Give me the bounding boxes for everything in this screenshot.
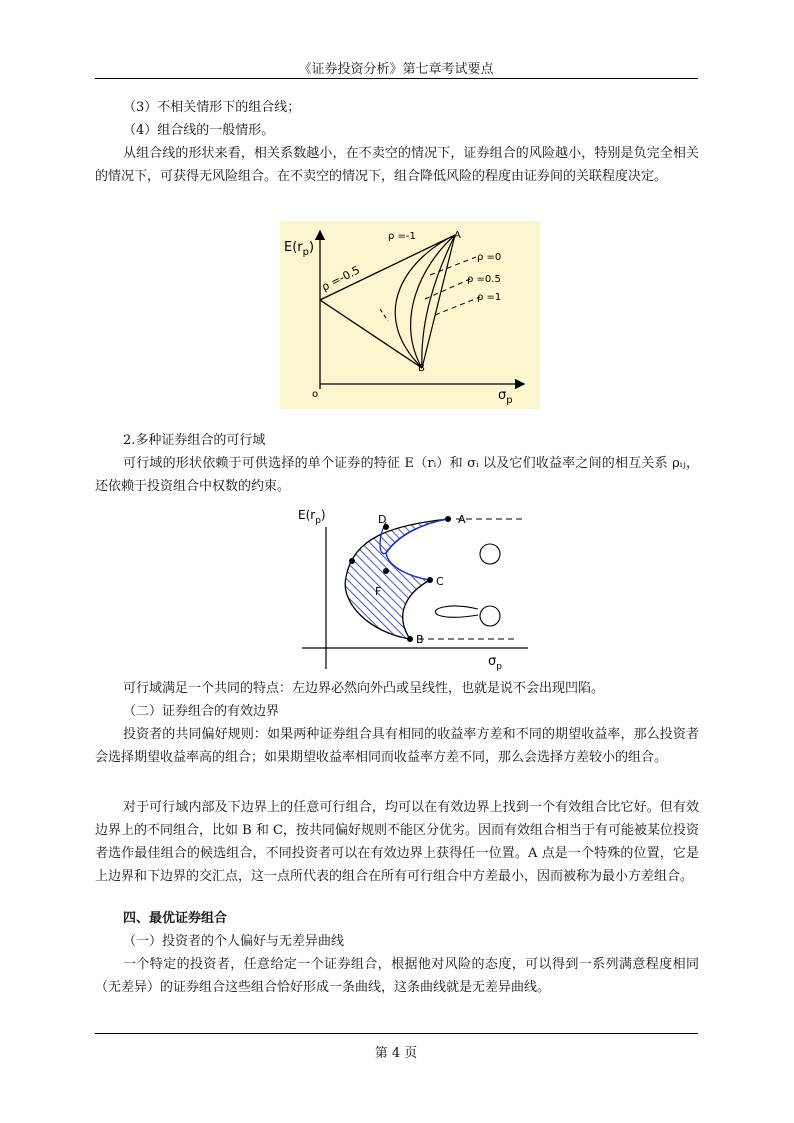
x-axis-label: $\sigma_p$ bbox=[498, 388, 513, 406]
point-b-label: B bbox=[416, 633, 424, 646]
footer-rule bbox=[95, 1033, 698, 1034]
feasible-region-figure bbox=[298, 497, 533, 672]
portfolio-line-figure bbox=[280, 221, 540, 409]
page-header: 《证券投资分析》第七章考试要点 bbox=[298, 62, 494, 77]
paragraph: 从组合线的形状来看，相关系数越小，在不卖空的情况下，证券组合的风险越小，特别是负完全相关的情况下，可获得无风险组合。在不卖空的情况下，组合降低风险的程度由证券间的关联程度决定。 bbox=[95, 146, 699, 184]
section-title: 2.多种证券组合的可行域 bbox=[123, 433, 266, 448]
rho-neg1-lower bbox=[320, 300, 422, 368]
point-a-label: A bbox=[454, 230, 461, 241]
point-f bbox=[383, 568, 389, 574]
point-a bbox=[445, 516, 451, 522]
rho-neg05-label: ρ =-0.5 bbox=[319, 263, 363, 294]
point-b bbox=[407, 636, 413, 642]
rho-0-label: ρ =0 bbox=[477, 252, 502, 263]
chapter-heading: 四、最优证券组合 bbox=[123, 911, 228, 926]
section-title: （二）证券组合的有效边界 bbox=[123, 704, 280, 719]
paragraph: 可行域满足一个共同的特点：左边界必然向外凸或呈线性，也就是说不会出现凹陷。 bbox=[123, 681, 605, 696]
rho-1-label: ρ =1 bbox=[477, 292, 502, 303]
section-title: （一）投资者的个人偏好与无差异曲线 bbox=[123, 934, 345, 949]
header-rule bbox=[95, 78, 698, 79]
y-axis-label: $E(r_p)$ bbox=[298, 508, 326, 526]
point-f-label: F bbox=[375, 585, 382, 598]
hook-curve bbox=[435, 606, 478, 617]
y-axis-label: $E(r_p)$ bbox=[284, 240, 315, 258]
point-b-label: B bbox=[418, 363, 425, 374]
rho-1-line bbox=[422, 235, 455, 368]
paragraph: （4）组合线的一般情形。 bbox=[123, 123, 275, 138]
rho-neg1-upper bbox=[320, 235, 455, 300]
point-a-label: A bbox=[458, 513, 466, 526]
paragraph: 可行域的形状依赖于可供选择的单个证券的特征 E（rᵢ）和 σᵢ 以及它们收益率之间的相互关系 ρᵢⱼ，还依赖于投资组合中权数的约束。 bbox=[95, 456, 699, 494]
leader-rho1 bbox=[435, 297, 480, 315]
leader-rho-neg05 bbox=[380, 309, 388, 321]
x-axis-label: $\sigma_p$ bbox=[488, 654, 502, 672]
paragraph: 一个特定的投资者，任意给定一个证券组合，根据他对风险的态度，可以得到一系列满意程度相同（无差异）的证券组合这些组合恰好形成一条曲线，这条曲线就是无差异曲线。 bbox=[95, 957, 699, 995]
paragraph: 投资者的共同偏好规则：如果两种证券组合具有相同的收益率方差和不同的期望收益率，那么投资者会选择期望收益率高的组合；如果期望收益率相同而收益率方差不同，那么会选择方差较小的组合。 bbox=[95, 727, 699, 765]
point-left bbox=[349, 558, 355, 564]
origin-label: o bbox=[312, 389, 319, 400]
rho-neg1-label: ρ =-1 bbox=[388, 231, 416, 242]
small-circle-lower bbox=[480, 606, 500, 626]
rho-05-label: ρ =0.5 bbox=[467, 274, 501, 285]
small-circle-upper bbox=[480, 544, 500, 564]
point-c bbox=[427, 577, 433, 583]
leader-rho0 bbox=[430, 257, 476, 275]
point-c-label: C bbox=[436, 575, 444, 588]
paragraph: 对于可行域内部及下边界上的任意可行组合，均可以在有效边界上找到一个有效组合比它好。但有效边界上的不同组合，比如 B 和 C，按共同偏好规则不能区分优劣。因而有效组合相当于有可能被某位投资者选作最佳组合的候选组合，不同投资者可以在有效边界上获得任一位置。A 点是一个特殊的位置，它是上边界和下边界的交汇点，这一点所代表的组合在所有可行组合中方差最小，因而被称为最小方差组合。 bbox=[95, 800, 699, 884]
page-number: 第 4 页 bbox=[374, 1046, 418, 1061]
paragraph: （3）不相关情形下的组合线； bbox=[123, 100, 301, 115]
rho-0-curve bbox=[411, 235, 455, 368]
point-d-label: D bbox=[378, 513, 387, 526]
